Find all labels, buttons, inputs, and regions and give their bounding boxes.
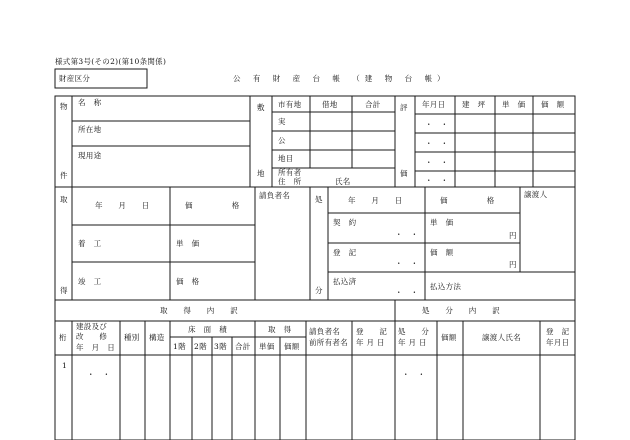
- disp-registration-date: ・ ・: [395, 259, 419, 268]
- acq-start-label: 着 工: [78, 239, 102, 248]
- disp-side-label-bottom: 分: [315, 286, 323, 295]
- property-class-label: 財産区分: [59, 74, 91, 83]
- valuation-date-3: ・ ・: [425, 158, 449, 167]
- disp-amount-yen: 円: [509, 260, 517, 269]
- acq-side-label-top: 取: [60, 195, 68, 204]
- detail-row-number-label: 桁: [59, 333, 67, 342]
- disp-unit-price-label: 単 価: [430, 218, 454, 227]
- disp-contract-label: 契 約: [333, 218, 357, 227]
- detail-floor-3: 3階: [214, 342, 227, 351]
- acq-detail-header: 取 得 内 訳: [160, 306, 238, 315]
- disp-payment-method-label: 払込方法: [430, 282, 462, 291]
- bukken-name-label: 名 称: [78, 98, 102, 107]
- disp-detail-header: 処 分 内 訳: [422, 306, 500, 315]
- detail-registration-label: 登 記: [356, 327, 388, 336]
- bukken-location-label: 所在地: [78, 125, 102, 134]
- valuation-side-label-bottom: 価: [400, 169, 408, 178]
- land-owner-label: 所有者: [278, 168, 302, 177]
- land-row-actual: 実: [278, 117, 286, 126]
- acq-contractor-label: 請負者名: [259, 191, 291, 200]
- acq-price-short-label: 価 格: [176, 277, 200, 286]
- detail-reg2-label: 登 記: [546, 327, 570, 336]
- detail-reg2-date-label: 年月日: [546, 338, 570, 347]
- detail-structure-label: 構造: [149, 333, 165, 342]
- detail-floor-total: 合計: [235, 342, 251, 351]
- detail-construction-label: 建設及び: [76, 322, 108, 331]
- detail-floor-area-label: 床 面 積: [188, 325, 227, 334]
- disp-transferee-label: 譲渡人: [524, 190, 548, 199]
- detail-contractor-label: 請負者名: [309, 327, 341, 336]
- valuation-date-1: ・ ・: [425, 120, 449, 129]
- detail-row-1-acq-date: ・ ・: [87, 370, 111, 379]
- detail-disposal-label: 処 分: [398, 327, 430, 336]
- detail-price-label: 価額: [441, 333, 457, 342]
- land-side-label-bottom: 地: [257, 169, 265, 178]
- detail-renovation-label: 改 修: [76, 332, 108, 341]
- valuation-col-amount: 価 額: [541, 100, 565, 109]
- detail-type-label: 種別: [124, 333, 140, 342]
- land-person-name-label: 氏名: [335, 177, 351, 186]
- bukken-usage-label: 現用途: [78, 151, 102, 160]
- acq-side-label-bottom: 得: [60, 286, 68, 295]
- acq-completion-label: 竣 工: [78, 277, 102, 286]
- detail-disposal-date-label: 年 月 日: [398, 338, 427, 347]
- detail-amount-label: 価額: [284, 342, 300, 351]
- disp-paid-label: 払込済: [333, 277, 357, 286]
- detail-prev-owner-label: 前所有者名: [309, 338, 348, 347]
- disp-date-label: 年 月 日: [348, 196, 403, 205]
- detail-row-1-disp-date: ・ ・: [402, 370, 426, 379]
- detail-floor-2: 2階: [194, 342, 207, 351]
- detail-floor-1: 1階: [173, 342, 186, 351]
- form-title: 公 有 財 産 台 帳 （建 物 台 帳）: [233, 74, 450, 83]
- land-address-label: 住 所: [278, 177, 302, 186]
- disp-paid-date: ・ ・: [395, 288, 419, 297]
- disp-price-label: 価 格: [440, 196, 495, 205]
- valuation-side-label-top: 評: [400, 103, 408, 112]
- valuation-date-2: ・ ・: [425, 139, 449, 148]
- acq-date-label: 年 月 日: [95, 201, 150, 210]
- land-side-label-top: 敷: [257, 103, 265, 112]
- land-col-leased: 借地: [322, 100, 338, 109]
- bukken-side-label-bottom: 件: [60, 171, 68, 180]
- valuation-date-4: ・ ・: [425, 176, 449, 185]
- disp-contract-date: ・ ・: [395, 230, 419, 239]
- land-col-total: 合計: [365, 100, 381, 109]
- detail-ym-label: 年 月 日: [76, 343, 115, 352]
- detail-acq-group-label: 取 得: [268, 325, 292, 334]
- disp-amount-label: 価 額: [430, 248, 454, 257]
- detail-unit-price-label: 単価: [259, 342, 275, 351]
- disp-unit-price-yen: 円: [509, 231, 517, 240]
- form-outer-frame: [55, 96, 575, 440]
- disp-side-label-top: 処: [315, 195, 323, 204]
- detail-row-1-number: 1: [62, 361, 68, 370]
- valuation-col-area: 建 坪: [462, 100, 486, 109]
- form-header-note: 様式第3号(その2)(第10条関係): [55, 57, 167, 66]
- valuation-col-unit-price: 単 価: [502, 100, 526, 109]
- land-col-city: 市有地: [278, 100, 302, 109]
- disp-registration-label: 登 記: [333, 248, 357, 257]
- acq-price-label: 価 格: [185, 201, 240, 210]
- acq-unit-price-label: 単 価: [176, 239, 200, 248]
- valuation-col-date: 年月日: [422, 100, 446, 109]
- land-row-category: 地目: [278, 154, 294, 163]
- bukken-side-label-top: 物: [60, 102, 68, 111]
- detail-transferee-name-label: 譲渡人氏名: [482, 333, 521, 342]
- land-row-public: 公: [278, 136, 286, 145]
- detail-registration-date-label: 年 月 日: [356, 338, 385, 347]
